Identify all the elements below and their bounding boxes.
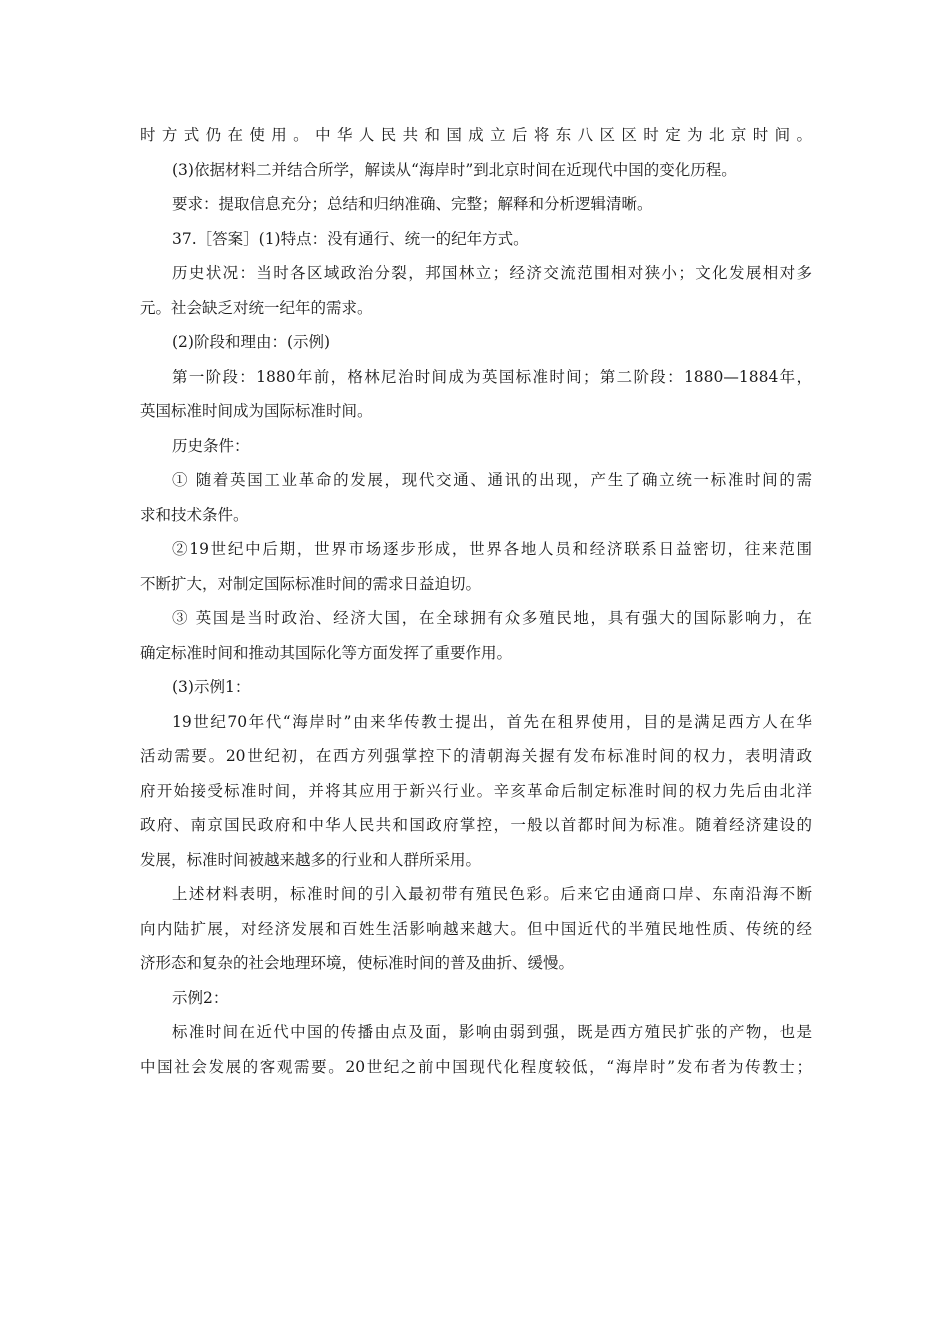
text-line: 19世纪70年代“海岸时”由来华传教士提出，首先在租界使用，目的是满足西方人在华 (172, 712, 812, 731)
answer-heading: 37.［答案］(1)特点：没有通行、统一的纪年方式。 (172, 229, 529, 248)
text-line: ① 随着英国工业革命的发展，现代交通、通讯的出现，产生了确立统一标准时间的需 (172, 471, 812, 489)
text-line: 示例2： (172, 988, 229, 1007)
text-line: 上述材料表明，标准时间的引入最初带有殖民色彩。后来它由通商口岸、东南沿海不断 (172, 885, 812, 903)
text-line: 中国社会发展的客观需要。20世纪之前中国现代化程度较低，“海岸时”发布者为传教士； (140, 1057, 812, 1076)
text-line: 政府、南京国民政府和中华人民共和国政府掌控，一般以首都时间为标准。随着经济建设的 (140, 816, 812, 834)
text-line: 时方式仍在使用。中华人民共和国成立后将东八区区时定为北京时间。 (140, 126, 812, 144)
text-line: 元。社会缺乏对统一纪年的需求。 (140, 298, 373, 317)
text-line: 向内陆扩展，对经济发展和百姓生活影响越来越大。但中国近代的半殖民地性质、传统的经 (140, 919, 812, 938)
text-line: (3)依据材料二并结合所学，解读从“海岸时”到北京时间在近现代中国的变化历程。 (172, 160, 737, 179)
text-line: 第一阶段：1880年前，格林尼治时间成为英国标准时间；第二阶段：1880—1884年， (172, 367, 812, 386)
text-line: 不断扩大，对制定国际标准时间的需求日益迫切。 (140, 574, 482, 593)
text-line: 英国标准时间成为国际标准时间。 (140, 402, 373, 420)
text-line: (3)示例1： (172, 678, 251, 696)
text-line: 历史条件： (172, 436, 250, 455)
text-line: 发展，标准时间被越来越多的行业和人群所采用。 (140, 850, 482, 869)
text-line: 历史状况：当时各区域政治分裂，邦国林立；经济交流范围相对狭小；文化发展相对多 (172, 264, 812, 282)
text-line: ③ 英国是当时政治、经济大国，在全球拥有众多殖民地，具有强大的国际影响力，在 (172, 609, 812, 627)
text-line: ②19世纪中后期，世界市场逐步形成，世界各地人员和经济联系日益密切，往来范围 (172, 540, 812, 558)
text-line: 求和技术条件。 (140, 505, 249, 524)
text-line: (2)阶段和理由：(示例) (172, 333, 331, 351)
text-line: 济形态和复杂的社会地理环境，使标准时间的普及曲折、缓慢。 (140, 954, 575, 972)
text-line: 府开始接受标准时间，并将其应用于新兴行业。辛亥革命后制定标准时间的权力先后由北洋 (140, 781, 812, 800)
text-line: 标准时间在近代中国的传播由点及面，影响由弱到强，既是西方殖民扩张的产物，也是 (172, 1023, 812, 1041)
text-line: 活动需要。20世纪初，在西方列强掌控下的清朝海关握有发布标准时间的权力，表明清政 (140, 747, 812, 765)
text-line: 确定标准时间和推动其国际化等方面发挥了重要作用。 (140, 643, 513, 662)
document-body (140, 118, 812, 1084)
text-line: 要求：提取信息充分；总结和归纳准确、完整；解释和分析逻辑清晰。 (172, 195, 653, 213)
